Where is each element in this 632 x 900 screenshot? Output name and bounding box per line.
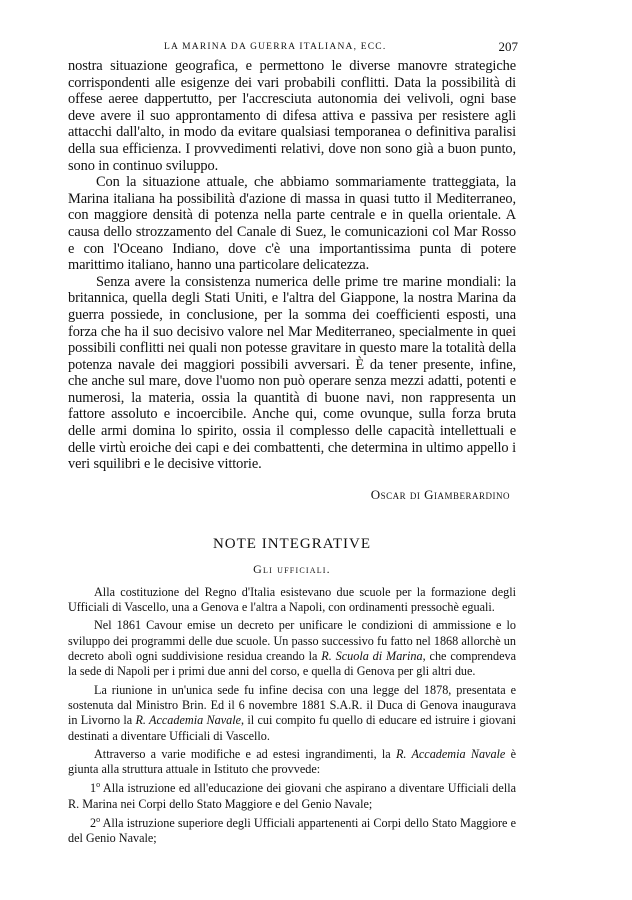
page-header (68, 36, 516, 58)
notes-paragraph: Alla costituzione del Regno d'Italia esistevano due scuole per la formazione degli Ufficiali di Vascello, una a Genova e l'altra a Napoli, con ordinamenti pressochè eguali. (68, 584, 516, 615)
running-title: LA MARINA DA GUERRA ITALIANA, ECC. (164, 42, 387, 52)
notes-emphasis: R. Accademia Navale (395, 746, 506, 761)
notes-emphasis: R. Scuola di Marina (321, 649, 423, 664)
notes-body (68, 585, 516, 847)
notes-text: è giunta alla struttura attuale in Istituto che provvede: (68, 746, 516, 777)
list-ordinal: o (96, 780, 101, 790)
notes-text: La riunione in un'unica sede fu infine decisa con una legge del 1878, presentata e sostenuta dal Ministro Brin. Ed il 6 novembre 1881 S.A.R. il Duca di Genova inaugurava in Livorno la (68, 682, 516, 728)
notes-text: , che comprendeva la sede di Napoli per i primi due anni del corso, e quella di Genova per gli altri due. (68, 649, 516, 679)
notes-text: Attraverso a varie modifiche e ad estesi ingrandimenti, la (94, 746, 396, 761)
article-paragraph: nostra situazione geografica, e permettono le diverse manovre strategiche corrispondenti alle esigenze dei vari probabili conflitti. Data la possibilità di offese aeree dappertutto, per l'accresciuta autonomia dei velivoli, ogni base deve avere il suo approntamento di difesa attiva e passiva per resistere agli attacchi dall'alto, in modo da evitare qualsiasi temporanea o definitiva paralisi della sua efficienza. I provvedimenti relativi, dove non sono già a buon punto, sono in continuo sviluppo. (68, 58, 516, 174)
notes-text: , il cui compito fu quello di educare ed istruire i giovani destinati a diventare Ufficiali di Vascello. (68, 713, 517, 743)
notes-text: Nel 1861 Cavour emise un decreto per unificare le condizioni di ammissione e lo sviluppo dei programmi delle due scuole. Un passo successivo fu fatto nel 1868 allorchè un decreto abolì ogni suddivisione residua creando la (68, 618, 516, 664)
notes-emphasis: R. Accademia Navale (135, 713, 242, 728)
notes-list-item (68, 812, 516, 847)
notes-paragraph (68, 683, 516, 744)
notes-paragraph (68, 747, 516, 778)
list-ordinal: o (96, 815, 101, 825)
document-page (68, 36, 516, 847)
list-number: 2 (90, 816, 97, 831)
page-number: 207 (498, 39, 518, 54)
notes-list-item (68, 777, 516, 812)
subsection-title: Gli ufficiali. (253, 561, 331, 576)
list-text: Alla istruzione superiore degli Ufficiali appartenenti ai Corpi dello Stato Maggiore e del Genio Navale; (68, 816, 516, 846)
article-paragraph: Senza avere la consistenza numerica delle prime tre marine mondiali: la britannica, quella degli Stati Uniti, e l'altra del Giappone, la nostra Marina da guerra possiede, in conclusione, per la somma dei coefficienti esposti, una forza che ha il suo decisivo valore nel Mar Mediterraneo, specialmente in quei possibili conflitti nei quali non potesse gravitare in questo mare la totalità della potenza navale dei maggiori possibili avversari. È da tener presente, infine, che anche sul mare, dove l'uomo non può operare senza mezzi adatti, potenti e numerosi, la materia, ossia la quantità di buone navi, non rappresenta un fattore assoluto e incoercibile. Anche qui, come ovunque, sulla forza bruta delle armi domina lo spirito, ossia il complesso delle capacità intellettuali e delle virtù eroiche dei capi e dei combattenti, che determina in ultimo appello i veri squilibri e le decisive vittorie. (68, 273, 516, 473)
notes-paragraph (68, 618, 516, 679)
list-text: Alla istruzione ed all'educazione dei giovani che aspirano a diventare Ufficiali della R. Marina nei Corpi dello Stato Maggiore e del Genio Navale; (68, 781, 516, 811)
article-paragraph: Con la situazione attuale, che abbiamo sommariamente tratteggiata, la Marina italiana ha possibilità d'azione di massa in quasi tutto il Mediterraneo, con maggiore densità di potenza nella parte centrale e in quella orientale. A causa dello strozzamento del Canale di Suez, le comunicazioni col Mar Rosso e con l'Oceano Indiano, dove c'è una importantissima punta di potere marittimo italiano, hanno una particolare delicatezza. (68, 174, 516, 274)
article-body (68, 58, 516, 503)
author-signature: Oscar di Giamberardino (370, 486, 510, 502)
list-number: 1 (90, 781, 97, 796)
section-title: NOTE INTEGRATIVE (212, 535, 372, 552)
